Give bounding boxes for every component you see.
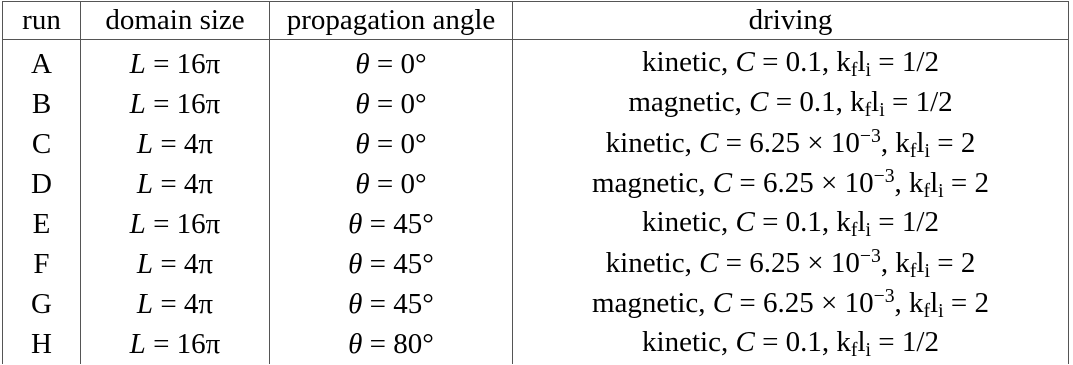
angle-value: 80° — [393, 327, 434, 360]
c-value: 0.1 — [785, 45, 822, 78]
cell-run: F — [3, 244, 81, 284]
table-row — [3, 204, 1069, 244]
angle-value: 45° — [393, 287, 434, 320]
c-exponent: −3 — [873, 284, 895, 307]
angle-value: 45° — [393, 247, 434, 280]
c-mantissa: 6.25 — [749, 126, 801, 159]
kl-value: 1/2 — [915, 85, 953, 118]
header-domain-size: domain size — [81, 2, 270, 40]
cell-run: C — [3, 124, 81, 164]
cell-run: B — [3, 84, 81, 124]
table-row — [3, 284, 1069, 324]
domain-size-value: 4π — [183, 127, 214, 160]
cell-propagation-angle: θ = 45° — [270, 244, 513, 284]
header-propagation-angle: propagation angle — [270, 2, 513, 40]
table-row — [3, 84, 1069, 124]
cell-driving: magnetic, C = 0.1, $k_fl_i = 1/2$ — [513, 84, 1069, 124]
cell-propagation-angle: θ = 0° — [270, 84, 513, 124]
header-row — [3, 2, 1069, 40]
domain-size-value: 16π — [176, 47, 221, 80]
c-exponent: −3 — [859, 244, 881, 267]
cell-domain-size: L = 16π — [81, 204, 270, 244]
kl-value: 1/2 — [901, 205, 939, 238]
domain-size-value: 16π — [176, 87, 221, 120]
angle-value: 0° — [400, 87, 427, 120]
cell-run: D — [3, 164, 81, 204]
cell-driving: kinetic, C = 0.1, $k_fl_i = 1/2$ — [513, 324, 1069, 364]
drive-type: magnetic — [591, 286, 699, 319]
cell-domain-size: L = 16π — [81, 324, 270, 364]
c-mantissa: 6.25 — [762, 166, 814, 199]
cell-propagation-angle: θ = 45° — [270, 204, 513, 244]
cell-domain-size: L = 16π — [81, 40, 270, 85]
kl-value: 2 — [960, 126, 976, 159]
cell-propagation-angle: θ = 0° — [270, 164, 513, 204]
drive-type: kinetic — [605, 246, 685, 279]
c-value: 0.1 — [785, 325, 822, 358]
drive-type: kinetic — [642, 205, 721, 238]
cell-driving: kinetic, C = 0.1, $k_fl_i = 1/2$ — [513, 204, 1069, 244]
domain-size-value: 4π — [183, 247, 214, 280]
cell-driving: kinetic, C = 0.1, $k_fl_i = 1/2$ — [513, 40, 1069, 85]
domain-size-value: 4π — [183, 287, 214, 320]
drive-type: kinetic — [605, 126, 685, 159]
drive-type: magnetic — [628, 85, 735, 118]
cell-domain-size: L = 4π — [81, 244, 270, 284]
cell-domain-size: L = 4π — [81, 284, 270, 324]
c-exponent: −3 — [859, 124, 881, 147]
cell-propagation-angle: θ = 0° — [270, 124, 513, 164]
cell-domain-size: L = 4π — [81, 124, 270, 164]
drive-type: kinetic — [642, 45, 721, 78]
kl-value: 1/2 — [901, 45, 939, 78]
cell-driving: kinetic, $C = 6.25 \times 10^{-3}$, $k_fl_i = 2$ — [513, 124, 1069, 164]
runs-table — [2, 1, 1069, 364]
c-value: 0.1 — [799, 85, 836, 118]
c-mantissa: 6.25 — [749, 246, 801, 279]
cell-driving: magnetic, $C = 6.25 \times 10^{-3}$, $k_fl_i = 2$ — [513, 284, 1069, 324]
drive-type: magnetic — [591, 166, 699, 199]
domain-size-value: 16π — [176, 207, 221, 240]
table-row — [3, 164, 1069, 204]
c-mantissa: 6.25 — [762, 286, 814, 319]
header-run: run — [3, 2, 81, 40]
drive-type: kinetic — [642, 325, 721, 358]
angle-value: 0° — [400, 127, 427, 160]
cell-run: G — [3, 284, 81, 324]
cell-propagation-angle: θ = 80° — [270, 324, 513, 364]
angle-value: 0° — [400, 47, 427, 80]
cell-driving: magnetic, $C = 6.25 \times 10^{-3}$, $k_fl_i = 2$ — [513, 164, 1069, 204]
cell-run: H — [3, 324, 81, 364]
header-driving: driving — [513, 2, 1069, 40]
table-row — [3, 244, 1069, 284]
cell-propagation-angle: θ = 0° — [270, 40, 513, 85]
angle-value: 45° — [393, 207, 434, 240]
table-row — [3, 124, 1069, 164]
table-row — [3, 324, 1069, 364]
cell-driving: kinetic, $C = 6.25 \times 10^{-3}$, $k_fl_i = 2$ — [513, 244, 1069, 284]
domain-size-value: 4π — [183, 167, 214, 200]
kl-value: 2 — [974, 286, 990, 319]
kl-value: 1/2 — [901, 325, 939, 358]
table-row — [3, 40, 1069, 85]
cell-domain-size: L = 16π — [81, 84, 270, 124]
cell-propagation-angle: θ = 45° — [270, 284, 513, 324]
cell-run: A — [3, 40, 81, 85]
kl-value: 2 — [960, 246, 976, 279]
cell-run: E — [3, 204, 81, 244]
cell-domain-size: L = 4π — [81, 164, 270, 204]
domain-size-value: 16π — [176, 327, 221, 360]
c-exponent: −3 — [873, 164, 895, 187]
kl-value: 2 — [974, 166, 990, 199]
c-value: 0.1 — [785, 205, 822, 238]
angle-value: 0° — [400, 167, 427, 200]
